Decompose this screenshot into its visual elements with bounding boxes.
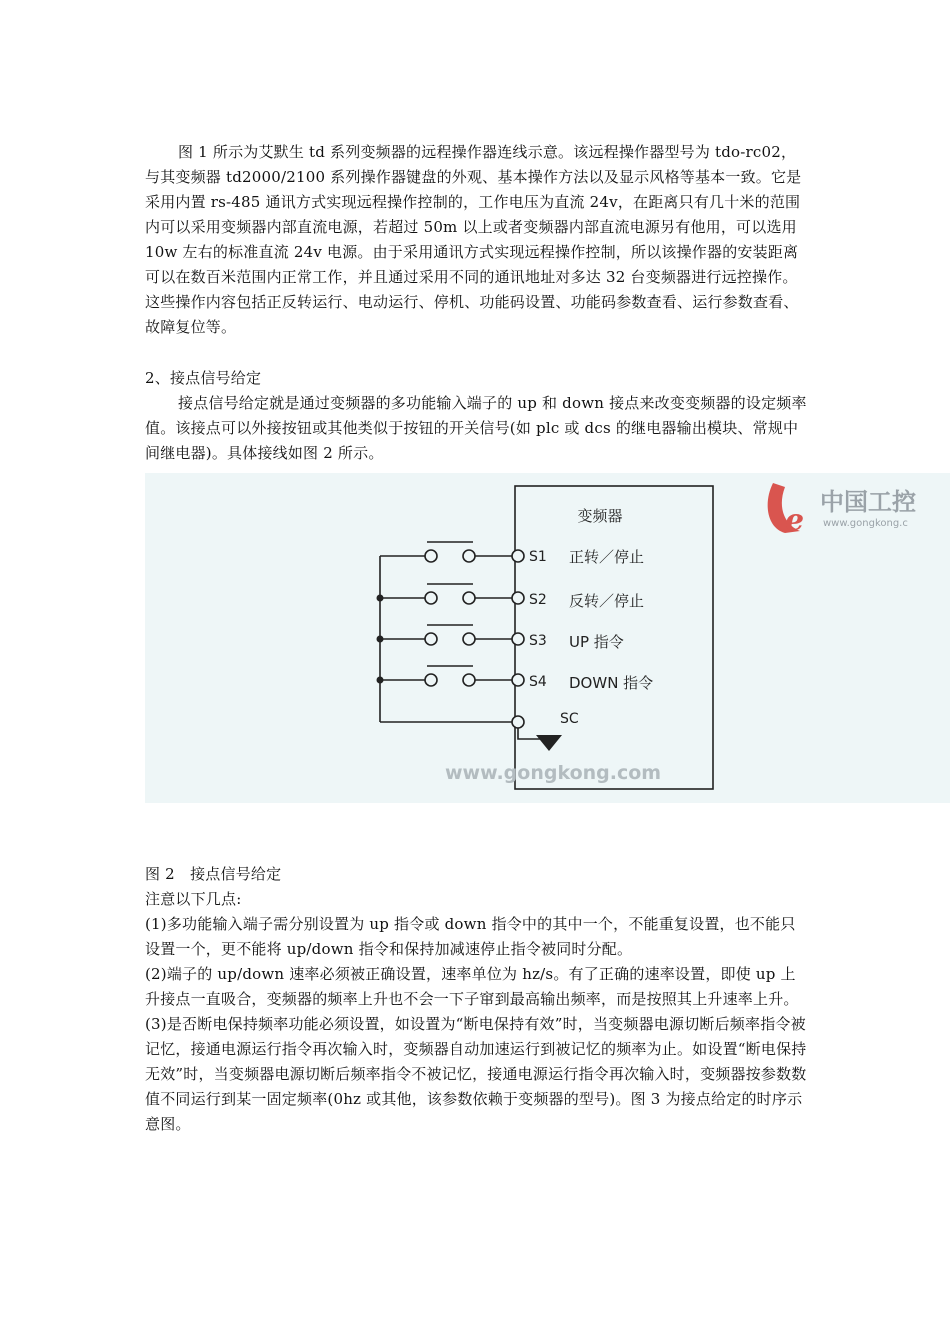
switch-row-s4 <box>380 666 653 692</box>
common-terminal-sc <box>512 711 579 751</box>
section-heading: 2、接点信号给定 <box>145 369 262 387</box>
inverter-terminal <box>512 674 524 686</box>
terminal-label-s2: S2 <box>529 592 547 608</box>
terminal-function-s1: 正转／停止 <box>569 548 645 566</box>
notes-section <box>145 887 810 1137</box>
contact-terminal <box>425 550 437 562</box>
wiring-diagram <box>145 473 950 803</box>
terminal-function-s4: DOWN 指令 <box>569 674 654 692</box>
note-item-3: (3)是否断电保持频率功能必须设置，如设置为“断电保持有效”时，当变频器电源切断后频率指令被记忆，接通电源运行指令再次输入时，变频器自动加速运行到被记忆的频率为止。如设置“断电保持无效”时，当变频器电源切断后频率指令不被记忆，接通电源运行指令再次输入时，变频器按参数数值不同运行到某一固定频率(0hz 或其他，该参数依赖于变频器的型号)。图 3 为接点给定的时序示意图。 <box>145 1015 807 1133</box>
contact-terminal <box>463 674 475 686</box>
inverter-terminal <box>512 716 524 728</box>
inverter-terminal <box>512 550 524 562</box>
gongkong-logo <box>768 483 916 538</box>
terminal-function-s3: UP 指令 <box>569 633 624 651</box>
switch-row-s3 <box>380 625 624 651</box>
ground-icon <box>536 735 562 751</box>
switch-row-s1 <box>380 542 644 566</box>
logo-e-icon: e <box>785 503 805 538</box>
contact-terminal <box>425 633 437 645</box>
terminal-label-sc: SC <box>560 711 579 727</box>
logo-url: www.gongkong.c <box>823 518 908 529</box>
contact-terminal <box>425 674 437 686</box>
figure-caption: 图 2 接点信号给定 <box>145 865 282 883</box>
switch-row-s2 <box>380 584 644 610</box>
inverter-terminal <box>512 633 524 645</box>
inverter-terminal <box>512 592 524 604</box>
notes-intro: 注意以下几点: <box>145 890 242 908</box>
intro-paragraph: 图 1 所示为艾默生 td 系列变频器的远程操作器连线示意。该远程操作器型号为 tdo-rc02，与其变频器 td2000/2100 系列操作器键盘的外观、基本操作方法以及显示风格等基本一致。它是采用内置 rs-485 通讯方式实现远程操作控制的，工作电压为直流 24v，在距离只有几十米的范围内可以采用变频器内部直流电源，若超过 50m 以上或者变频器内部直流电源另有他用，可以选用 10w 左右的标准直流 24v 电源。由于采用通讯方式实现远程操作控制，所以该操作器的安装距离可以在数百米范围内正常工作，并且通过采用不同的通讯地址对多达 32 台变频器进行远控操作。这些操作内容包括正反转运行、电动运行、停机、功能码设置、功能码参数查看、运行参数查看、故障复位等。 <box>145 143 802 336</box>
terminal-function-s2: 反转／停止 <box>569 592 645 610</box>
note-item-2: (2)端子的 up/down 速率必须被正确设置，速率单位为 hz/s。有了正确的速率设置，即使 up 上升接点一直吸合，变频器的频率上升也不会一下子窜到最高输出频率，而是按照其上升速率上升。 <box>145 965 799 1008</box>
contact-terminal <box>463 592 475 604</box>
inverter-label: 变频器 <box>577 507 623 525</box>
terminal-label-s1: S1 <box>529 549 547 565</box>
section-paragraph: 接点信号给定就是通过变频器的多功能输入端子的 up 和 down 接点来改变变频器的设定频率值。该接点可以外接按钮或其他类似于按钮的开关信号(如 plc 或 dcs 的继电器输出模块、常规中间继电器)。具体接线如图 2 所示。 <box>145 394 807 462</box>
contact-terminal <box>463 550 475 562</box>
note-item-1: (1)多功能输入端子需分别设置为 up 指令或 down 指令中的其中一个，不能重复设置，也不能只设置一个，更不能将 up/down 指令和保持加减速停止指令被同时分配。 <box>145 915 796 958</box>
contact-terminal <box>463 633 475 645</box>
terminal-label-s3: S3 <box>529 633 547 649</box>
contact-terminal <box>425 592 437 604</box>
terminal-label-s4: S4 <box>529 674 547 690</box>
logo-text: 中国工控 <box>820 488 916 516</box>
watermark-url: www.gongkong.com <box>445 762 662 784</box>
wiring-diagram-figure <box>145 473 950 803</box>
